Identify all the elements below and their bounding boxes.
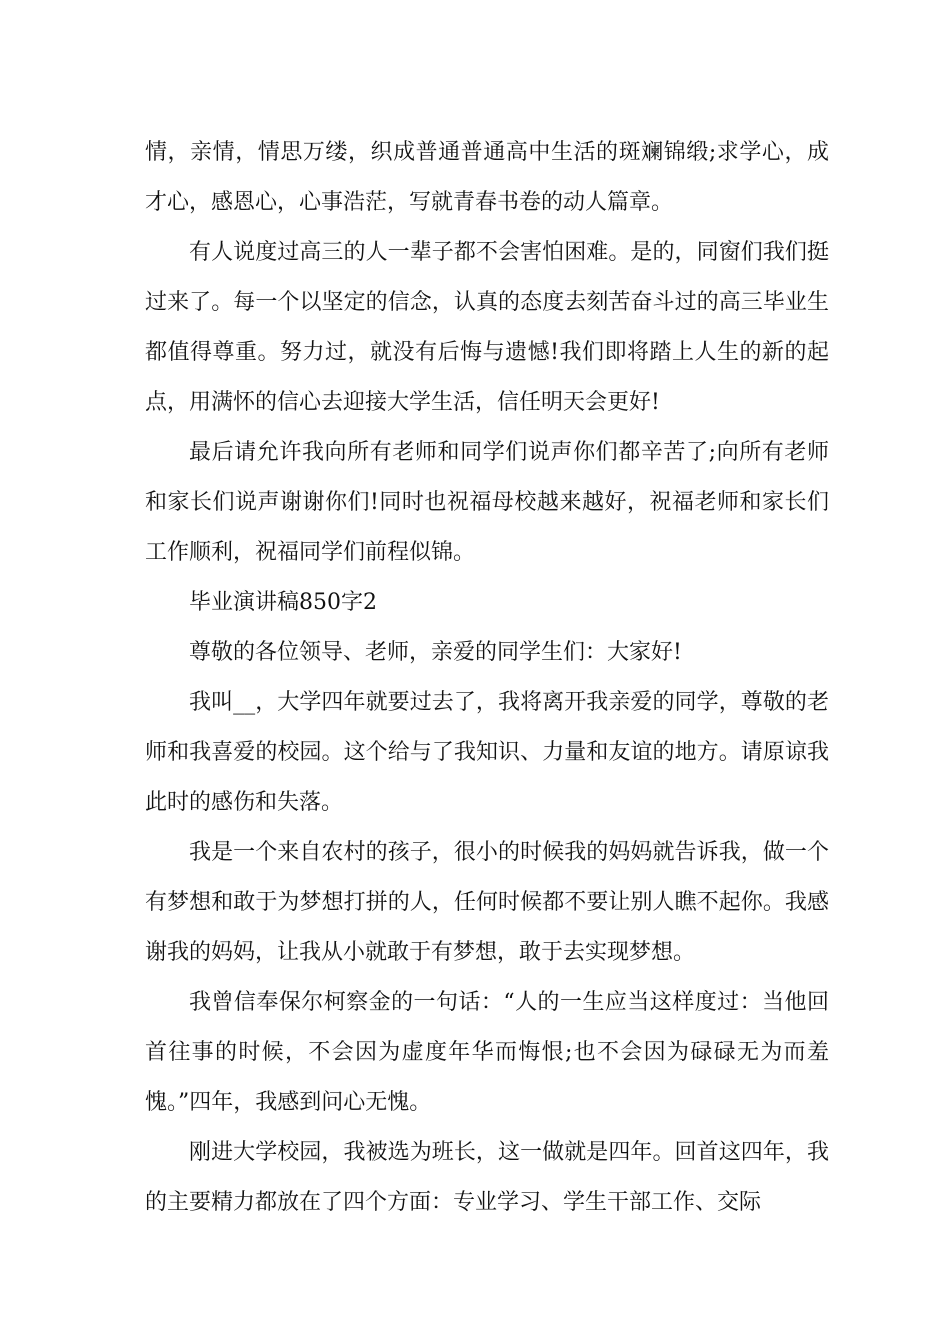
paragraph-senior-year: 有人说度过高三的人一辈子都不会害怕困难。是的，同窗们我们挺过来了。每一个以坚定的信念，认真的态度去刻苦奋斗过的高三毕业生都值得尊重。努力过，就没有后悔与遗憾!我们即将踏上人生的新的起点，用满怀的信心去迎接大学生活，信任明天会更好! <box>145 240 829 415</box>
paragraph-class-monitor: 刚进大学校园，我被选为班长，这一做就是四年。回首这四年，我的主要精力都放在了四个方面：专业学习、学生干部工作、交际 <box>145 1140 829 1215</box>
paragraph-thanks: 最后请允许我向所有老师和同学们说声你们都辛苦了;向所有老师和家长们说声谢谢你们!同时也祝福母校越来越好，祝福老师和家长们工作顺利，祝福同学们前程似锦。 <box>145 440 829 565</box>
paragraph-childhood: 我是一个来自农村的孩子，很小的时候我的妈妈就告诉我，做一个有梦想和敢于为梦想打拼的人，任何时候都不要让别人瞧不起你。我感谢我的妈妈，让我从小就敢于有梦想，敢于去实现梦想。 <box>145 840 829 965</box>
paragraph-introduction: 我叫__，大学四年就要过去了，我将离开我亲爱的同学，尊敬的老师和我喜爱的校园。这个给与了我知识、力量和友谊的地方。请原谅我此时的感伤和失落。 <box>145 690 829 815</box>
paragraph-quote: 我曾信奉保尔柯察金的一句话：“人的一生应当这样度过：当他回首往事的时候，不会因为虚度年华而悔恨;也不会因为碌碌无为而羞愧。”四年，我感到问心无愧。 <box>145 990 829 1115</box>
paragraph-continued: 情，亲情，情思万缕，织成普通普通高中生活的斑斓锦缎;求学心，成才心，感恩心，心事浩茫，写就青春书卷的动人篇章。 <box>145 140 829 215</box>
section-heading: 毕业演讲稿850字2 <box>189 590 377 615</box>
document-body <box>145 128 829 1228</box>
greeting-line: 尊敬的各位领导、老师，亲爱的同学生们：大家好! <box>189 640 682 665</box>
